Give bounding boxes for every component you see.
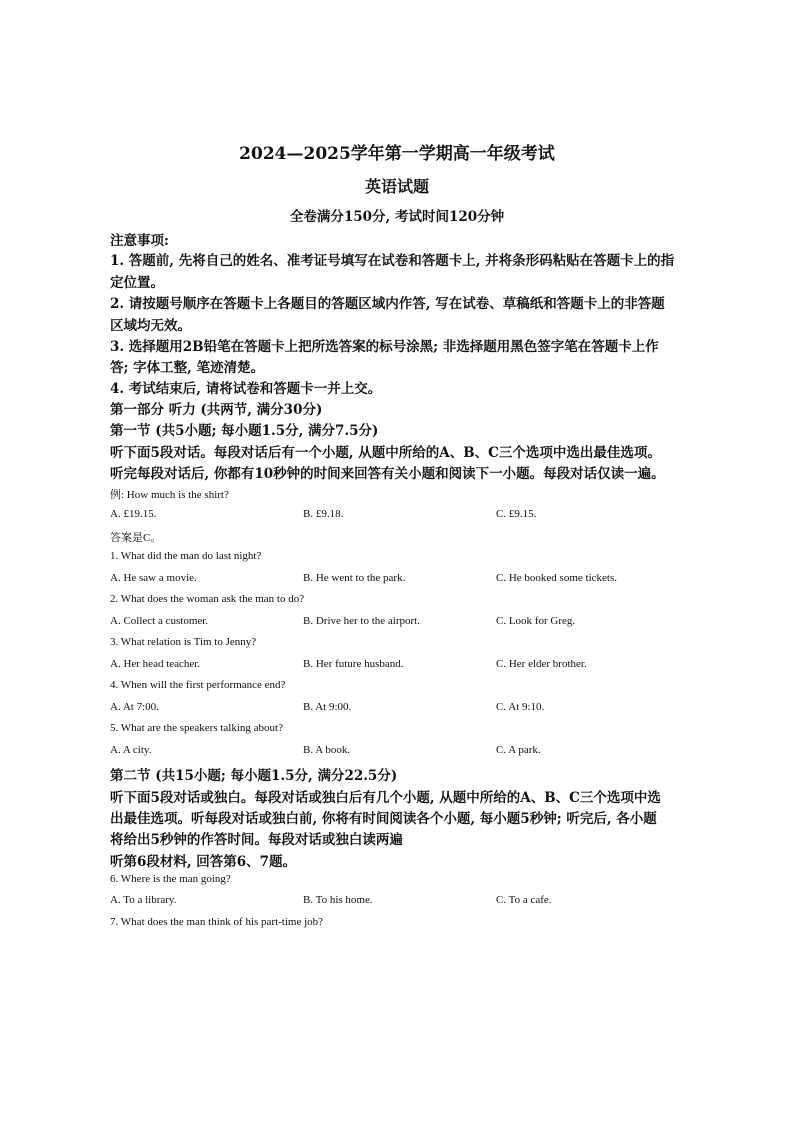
option-a: A. Her head teacher. xyxy=(110,658,201,670)
option-a: A. At 7:00. xyxy=(110,701,159,713)
note-2-line-2: 区域均无效。 xyxy=(110,318,191,334)
section2-instruction-1: 听下面5段对话或独白。每段对话或独白后有几个小题, 从题中所给的A、B、C三个选项中选 xyxy=(110,790,661,806)
option-c: C. Look for Greg. xyxy=(496,615,576,627)
question-5-options xyxy=(110,744,710,760)
option-a: A. A city. xyxy=(110,744,152,756)
option-b: B. A book. xyxy=(303,744,351,756)
question-3-options xyxy=(110,658,710,674)
option-a: A. £19.15. xyxy=(110,508,157,520)
note-3-line-2: 答; 字体工整, 笔迹清楚。 xyxy=(110,360,265,376)
question-2-options xyxy=(110,615,710,631)
question-7: 7. What does the man think of his part-time job? xyxy=(110,916,324,928)
option-a: A. To a library. xyxy=(110,894,177,906)
exam-title: 2024—2025学年第一学期高一年级考试 xyxy=(239,144,555,164)
question-2: 2. What does the woman ask the man to do? xyxy=(110,593,305,605)
option-c: C. To a cafe. xyxy=(496,894,552,906)
option-a: A. Collect a customer. xyxy=(110,615,209,627)
option-b: B. Drive her to the airport. xyxy=(303,615,420,627)
note-1-line-2: 定位置。 xyxy=(110,275,164,291)
option-c: C. Her elder brother. xyxy=(496,658,587,670)
subject-title: 英语试题 xyxy=(364,177,429,196)
question-6-options xyxy=(110,894,710,910)
option-c: C. At 9:10. xyxy=(496,701,545,713)
question-4: 4. When will the first performance end? xyxy=(110,679,286,691)
question-4-options xyxy=(110,701,710,717)
option-b: B. To his home. xyxy=(303,894,373,906)
option-b: B. At 9:00. xyxy=(303,701,352,713)
option-c: C. £9.15. xyxy=(496,508,537,520)
section1-instruction-1: 听下面5段对话。每段对话后有一个小题, 从题中所给的A、B、C三个选项中选出最佳选项。 xyxy=(110,445,661,461)
option-b: B. £9.18. xyxy=(303,508,344,520)
option-b: B. Her future husband. xyxy=(303,658,404,670)
example-options xyxy=(110,508,710,524)
section2-instruction-3: 将给出5秒钟的作答时间。每段对话或独白读两遍 xyxy=(110,832,403,848)
note-4: 4. 考试结束后, 请将试卷和答题卡一并上交。 xyxy=(110,381,382,397)
part1-title: 第一部分 听力 (共两节, 满分30分) xyxy=(110,402,323,418)
section2-instruction-2: 出最佳选项。听每段对话或独白前, 你将有时间阅读各个小题, 每小题5秒钟; 听完后, 各小题 xyxy=(110,811,657,827)
score-time-line: 全卷满分150分, 考试时间120分钟 xyxy=(289,209,505,225)
section1-instruction-2: 听完每段对话后, 你都有10秒钟的时间来回答有关小题和阅读下一小题。每段对话仅读一遍。 xyxy=(110,466,665,482)
material-6-heading: 听第6段材料, 回答第6、7题。 xyxy=(110,854,297,870)
question-1-options xyxy=(110,572,710,588)
option-b: B. He went to the park. xyxy=(303,572,406,584)
question-6: 6. Where is the man going? xyxy=(110,873,231,885)
section1-title: 第一节 (共5小题; 每小题1.5分, 满分7.5分) xyxy=(110,423,379,439)
option-c: C. He booked some tickets. xyxy=(496,572,617,584)
question-5: 5. What are the speakers talking about? xyxy=(110,722,283,734)
question-1: 1. What did the man do last night? xyxy=(110,550,262,562)
section2-title: 第二节 (共15小题; 每小题1.5分, 满分22.5分) xyxy=(110,768,398,784)
example-question: 例: How much is the shirt? xyxy=(110,489,229,501)
note-3-line-1: 3. 选择题用2B铅笔在答题卡上把所选答案的标号涂黑; 非选择题用黑色签字笔在答题卡上作 xyxy=(110,339,659,355)
example-answer: 答案是C。 xyxy=(110,532,162,544)
option-a: A. He saw a movie. xyxy=(110,572,197,584)
question-3: 3. What relation is Tim to Jenny? xyxy=(110,636,257,648)
note-2-line-1: 2. 请按题号顺序在答题卡上各题目的答题区域内作答, 写在试卷、草稿纸和答题卡上的非答题 xyxy=(110,296,665,312)
option-c: C. A park. xyxy=(496,744,541,756)
note-1-line-1: 1. 答题前, 先将自己的姓名、准考证号填写在试卷和答题卡上, 并将条形码粘贴在答题卡上的指 xyxy=(110,253,675,269)
notes-heading: 注意事项: xyxy=(110,233,169,249)
